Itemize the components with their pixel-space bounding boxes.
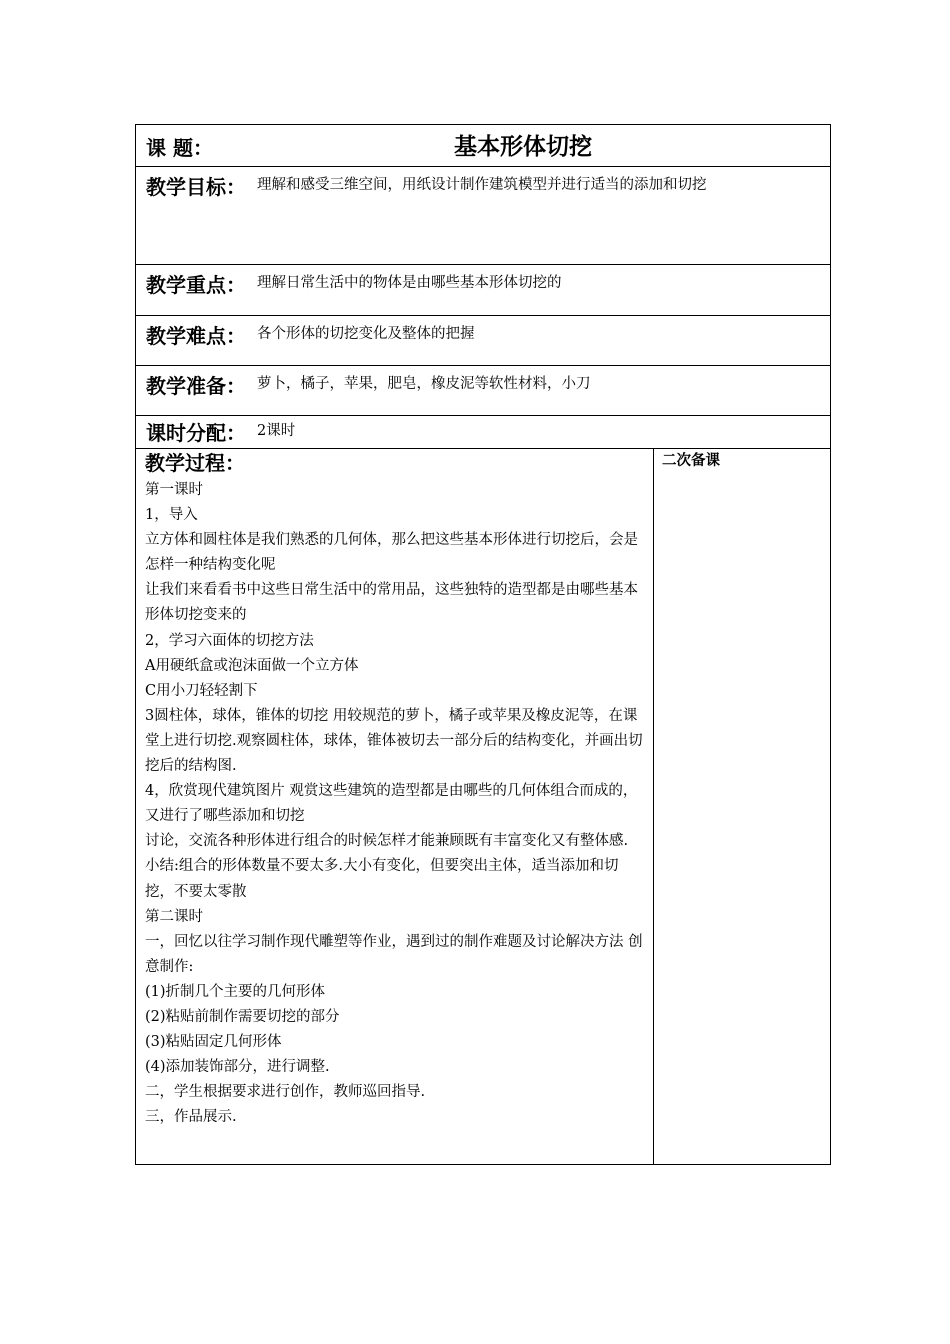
time-text: 2课时 [257, 423, 296, 439]
side-notes-cell [654, 449, 830, 1164]
side-label: 二次备课 [662, 453, 720, 469]
process-label: 教学过程： [145, 451, 245, 475]
process-line: (1)折制几个主要的几何形体 [145, 983, 326, 1000]
process-line: (4)添加装饰部分，进行调整. [145, 1059, 330, 1076]
key-text: 理解日常生活中的物体是由哪些基本形体切挖的 [257, 275, 562, 291]
prep-text: 萝卜，橘子，苹果，肥皂，橡皮泥等软性材料，小刀 [257, 376, 591, 392]
process-line: 让我们来看看书中这些日常生活中的常用品，这些独特的造型都是由哪些基本形体切挖变来的 [145, 582, 638, 624]
process-line: 第二课时 [145, 908, 203, 925]
prep-label: 教学准备： [146, 374, 246, 398]
process-line: 3圆柱体，球体，锥体的切挖 用较规范的萝卜，橘子或苹果及橡皮泥等，在课堂上进行切挖.观察圆柱体，球体，锥体被切去一部分后的结构变化，并画出切挖后的结构图. [145, 707, 643, 775]
lesson-plan-table [135, 124, 831, 1165]
process-line: (3)粘贴固定几何形体 [145, 1034, 282, 1051]
process-line: C用小刀轻轻割下 [145, 682, 258, 699]
process-row [136, 449, 830, 1164]
lesson-title: 基本形体切挖 [454, 134, 592, 160]
difficulty-text: 各个形体的切挖变化及整体的把握 [257, 326, 475, 342]
process-line: 4，欣赏现代建筑图片 观赏这些建筑的造型都是由哪些的几何体组合而成的，又进行了哪些添加和切挖 [145, 783, 638, 825]
process-cell [136, 449, 654, 1164]
difficulty-label: 教学难点： [146, 324, 246, 348]
goal-label: 教学目标： [146, 175, 246, 199]
key-row [136, 265, 830, 316]
process-line: 小结:组合的形体数量不要太多.大小有变化，但要突出主体，适当添加和切挖，不要太零散 [145, 858, 619, 900]
process-line: (2)粘贴前制作需要切挖的部分 [145, 1008, 340, 1025]
process-line: A用硬纸盒或泡沫面做一个立方体 [145, 657, 359, 674]
process-line: 一，回忆以往学习制作现代雕塑等作业，遇到过的制作难题及讨论解决方法 创意制作: [145, 933, 643, 975]
goal-text: 理解和感受三维空间，用纸设计制作建筑模型并进行适当的添加和切挖 [257, 177, 707, 193]
prep-row [136, 366, 830, 416]
process-line: 1，导入 [145, 507, 198, 524]
process-lines [145, 478, 645, 1130]
time-label: 课时分配： [146, 421, 246, 445]
title-row [136, 125, 830, 167]
difficulty-row [136, 316, 830, 366]
process-line: 讨论，交流各种形体进行组合的时候怎样才能兼顾既有丰富变化又有整体感. [145, 833, 629, 850]
key-label: 教学重点： [146, 273, 246, 297]
title-label: 课 题： [146, 136, 213, 160]
process-line: 三，作品展示. [145, 1109, 237, 1126]
goal-row [136, 167, 830, 265]
time-row [136, 416, 830, 449]
process-line: 第一课时 [145, 482, 203, 498]
process-line: 立方体和圆柱体是我们熟悉的几何体，那么把这些基本形体进行切挖后，会是怎样一种结构变化呢 [145, 532, 638, 574]
process-line: 二，学生根据要求进行创作，教师巡回指导. [145, 1084, 426, 1101]
process-line: 2，学习六面体的切挖方法 [145, 632, 314, 649]
